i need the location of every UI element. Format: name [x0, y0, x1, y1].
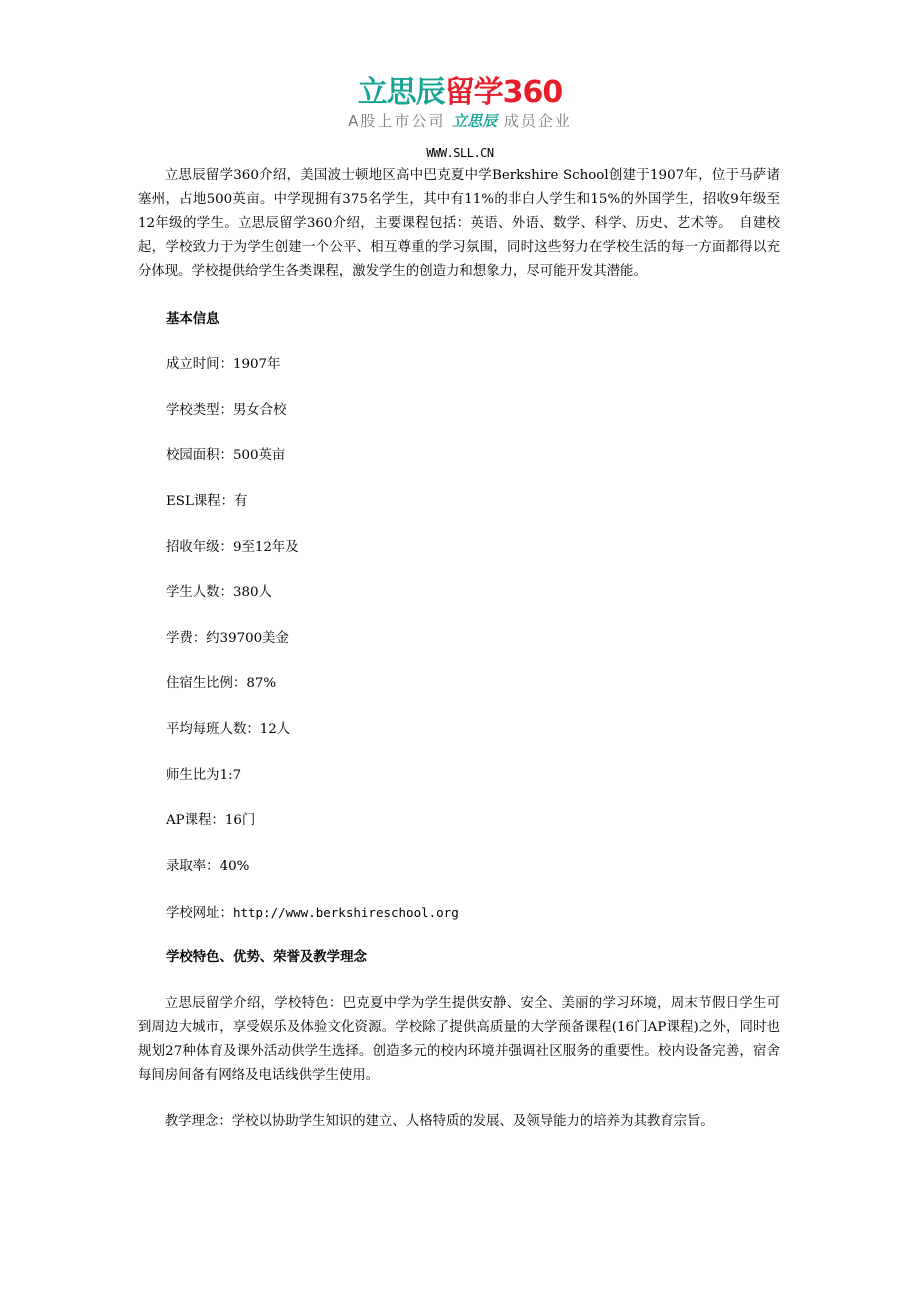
info-label: 师生比为 [166, 767, 220, 783]
features-heading: 学校特色、优势、荣誉及教学理念 [166, 950, 367, 965]
info-value: 男女合校 [232, 402, 287, 418]
intro-paragraph: 立思辰留学360介绍，美国波士顿地区高中巴克夏中学Berkshire School创建于1907年，位于马萨诸塞州，占地500英亩。中学现拥有375名学生，其中有11%的非白人学生和15%的外国学生，招收9年级至12年级的学生。立思辰留学360介绍，主要课程包括：英语、外语、数学、科学、历史、艺术等。 自建校起，学校致力于为学生创建一个公平、相互尊重的学习氛围，同时这些努力在学校生活的每一方面都得以充分体现。学校提供给学生各类课程，激发学生的创造力和想象力，尽可能开发其潜能。 [138, 168, 780, 279]
info-value: 9至12年及 [232, 539, 299, 555]
info-label: 学费： [166, 630, 207, 646]
info-value: 40% [219, 859, 250, 875]
info-item-tuition [166, 629, 459, 675]
info-label: 成立时间： [166, 357, 233, 372]
logo-tagline [340, 111, 580, 131]
philosophy-paragraph: 教学理念：学校以协助学生知识的建立、人格特质的发展、及领导能力的培养为其教育宗旨。 [164, 1114, 714, 1129]
info-item-founded [166, 355, 459, 401]
info-value: 380人 [232, 585, 272, 601]
info-label: 学校网址： [166, 905, 233, 921]
info-value: 87% [246, 676, 277, 692]
info-label: 学生人数： [166, 585, 233, 601]
info-item-campus-area [166, 446, 459, 492]
info-value: 12人 [259, 722, 291, 738]
info-value: 有 [234, 493, 248, 509]
logo-wordmark [340, 76, 580, 110]
logo [340, 76, 580, 134]
info-label: 录取率： [166, 859, 220, 875]
info-label: 住宿生比例： [166, 676, 247, 692]
info-item-school-type [166, 401, 459, 447]
info-item-boarding-ratio [166, 674, 459, 720]
info-item-esl [166, 492, 459, 538]
info-value: 1907年 [232, 357, 281, 372]
info-item-admission-rate [166, 857, 459, 903]
basic-info-heading: 基本信息 [166, 312, 220, 327]
logo-brand-text: 立思辰 [357, 75, 445, 110]
info-item-ap-courses [166, 811, 459, 857]
info-label: ESL课程： [166, 493, 235, 509]
info-item-teacher-ratio [166, 766, 459, 812]
info-item-website [166, 903, 459, 949]
info-label: 学校类型： [166, 402, 233, 418]
info-label: 校园面积： [166, 448, 233, 464]
website-link[interactable]: http://www.berkshireschool.org [232, 904, 459, 920]
info-item-grades [166, 538, 459, 584]
features-paragraph: 立思辰留学介绍，学校特色：巴克夏中学为学生提供安静、安全、美丽的学习环境，周末节假日学生可到周边大城市，享受娱乐及体验文化资源。学校除了提供高质量的大学预备课程(16门AP课程)之外，同时也规划27种体育及课外活动供学生选择。创造多元的校内环境并强调社区服务的重要性。校内设备完善，宿舍每间房间备有网络及电话线供学生使用。 [138, 996, 780, 1083]
logo-tagline-prefix: A股上市公司 [348, 112, 453, 130]
info-value: 1:7 [219, 767, 242, 783]
logo-tagline-brand: 立思辰 [452, 112, 498, 130]
logo-product-text: 留学360 [444, 75, 563, 110]
info-label: 平均每班人数： [166, 722, 260, 738]
logo-tagline-suffix: 成员企业 [497, 112, 572, 130]
info-value: 约39700美金 [206, 630, 289, 646]
info-item-class-size [166, 720, 459, 766]
info-label: AP课程： [166, 813, 225, 829]
info-value: 16门 [224, 813, 256, 829]
info-item-enrollment [166, 583, 459, 629]
info-label: 招收年级： [166, 539, 233, 555]
site-url: WWW.SLL.CN [426, 146, 494, 160]
info-value: 500英亩 [232, 448, 286, 464]
basic-info-list [166, 355, 459, 948]
